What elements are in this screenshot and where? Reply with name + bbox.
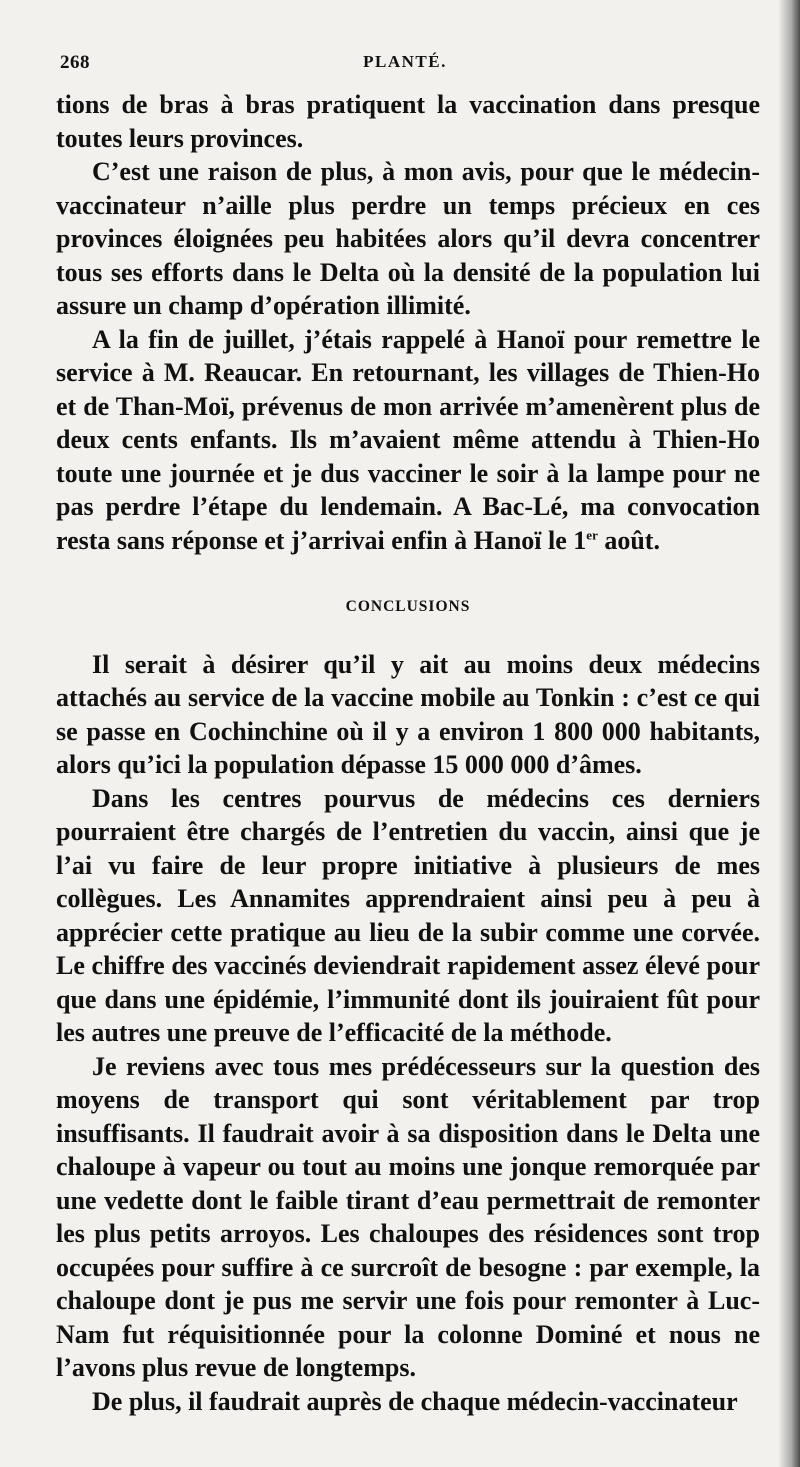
paragraph-1: tions de bras à bras pratiquent la vaccination dans presque toutes leurs provinces.: [56, 90, 760, 153]
paragraph-3-text: A la fin de juillet, j’étais rappelé à Hanoï pour remettre le service à M. Reaucar. En retournant, les villages de Thien-Ho et de Than-Moï, prévenus de mon arrivée m’amenèrent plus de deux cents enfants. Ils m’avaient même attendu à Thien-Ho toute une journée et je dus vacciner le soir à la lampe pour ne pas perdre l’étape du lendemain. A Bac-Lé, ma convocation resta sans réponse et j’arrivai enfin à Hanoï le 1: [56, 324, 760, 555]
paragraph-7: De plus, il faudrait auprès de chaque médecin-vaccinateur: [92, 1386, 738, 1416]
paragraph-2: C’est une raison de plus, à mon avis, pour que le médecin-vaccinateur n’aille plus perdre un temps précieux en ces provinces éloignées peu habitées alors qu’il devra concentrer tous ses efforts dans le Delta où la densité de la population lui assure un champ d’opération illimité.: [56, 157, 760, 320]
paragraph-3-end: août.: [597, 525, 660, 555]
paragraph-3: [56, 323, 760, 558]
section-title: CONCLUSIONS: [345, 598, 471, 615]
ordinal-superscript: er: [586, 526, 598, 542]
page-number: 268: [60, 52, 90, 73]
paragraph-6: Je reviens avec tous mes prédécesseurs sur la question des moyens de transport qui sont véritablement par trop insuffisants. Il faudrait avoir à sa disposition dans le Delta une chaloupe à vapeur ou tout au moins une jonque remorquée par une vedette dont le faible tirant d’eau permettrait de remonter les plus petits arroyos. Les chaloupes des résidences sont trop occupées pour suffire à ce surcroît de besogne : par exemple, la chaloupe dont je pus me servir une fois pour remonter à Luc-Nam fut réquisitionnée pour la colonne Dominé et nous ne l’avons plus revue de longtemps.: [56, 1051, 760, 1382]
paragraph-5: Dans les centres pourvus de médecins ces derniers pourraient être chargés de l’entretien du vaccin, ainsi que je l’ai vu faire de leur propre initiative à plusieurs de mes collègues. Les Annamites apprendraient ainsi peu à peu à apprécier cette pratique au lieu de la subir comme une corvée. Le chiffre des vaccinés deviendrait rapidement assez élevé pour que dans une épidémie, l’immunité dont ils jouiraient fût pour les autres une preuve de l’efficacité de la méthode.: [56, 783, 760, 1047]
running-head: PLANTÉ.: [363, 52, 447, 71]
paragraph-4: Il serait à désirer qu’il y ait au moins deux médecins attachés au service de la vaccine mobile au Tonkin : c’est ce qui se passe en Cochinchine où il y a environ 1 800 000 habitants, alors qu’ici la population dépasse 15 000 000 d’âmes.: [56, 649, 760, 779]
page-header: [60, 52, 750, 82]
body-text: [56, 88, 760, 1418]
page-edge-shadow: [778, 0, 800, 1467]
